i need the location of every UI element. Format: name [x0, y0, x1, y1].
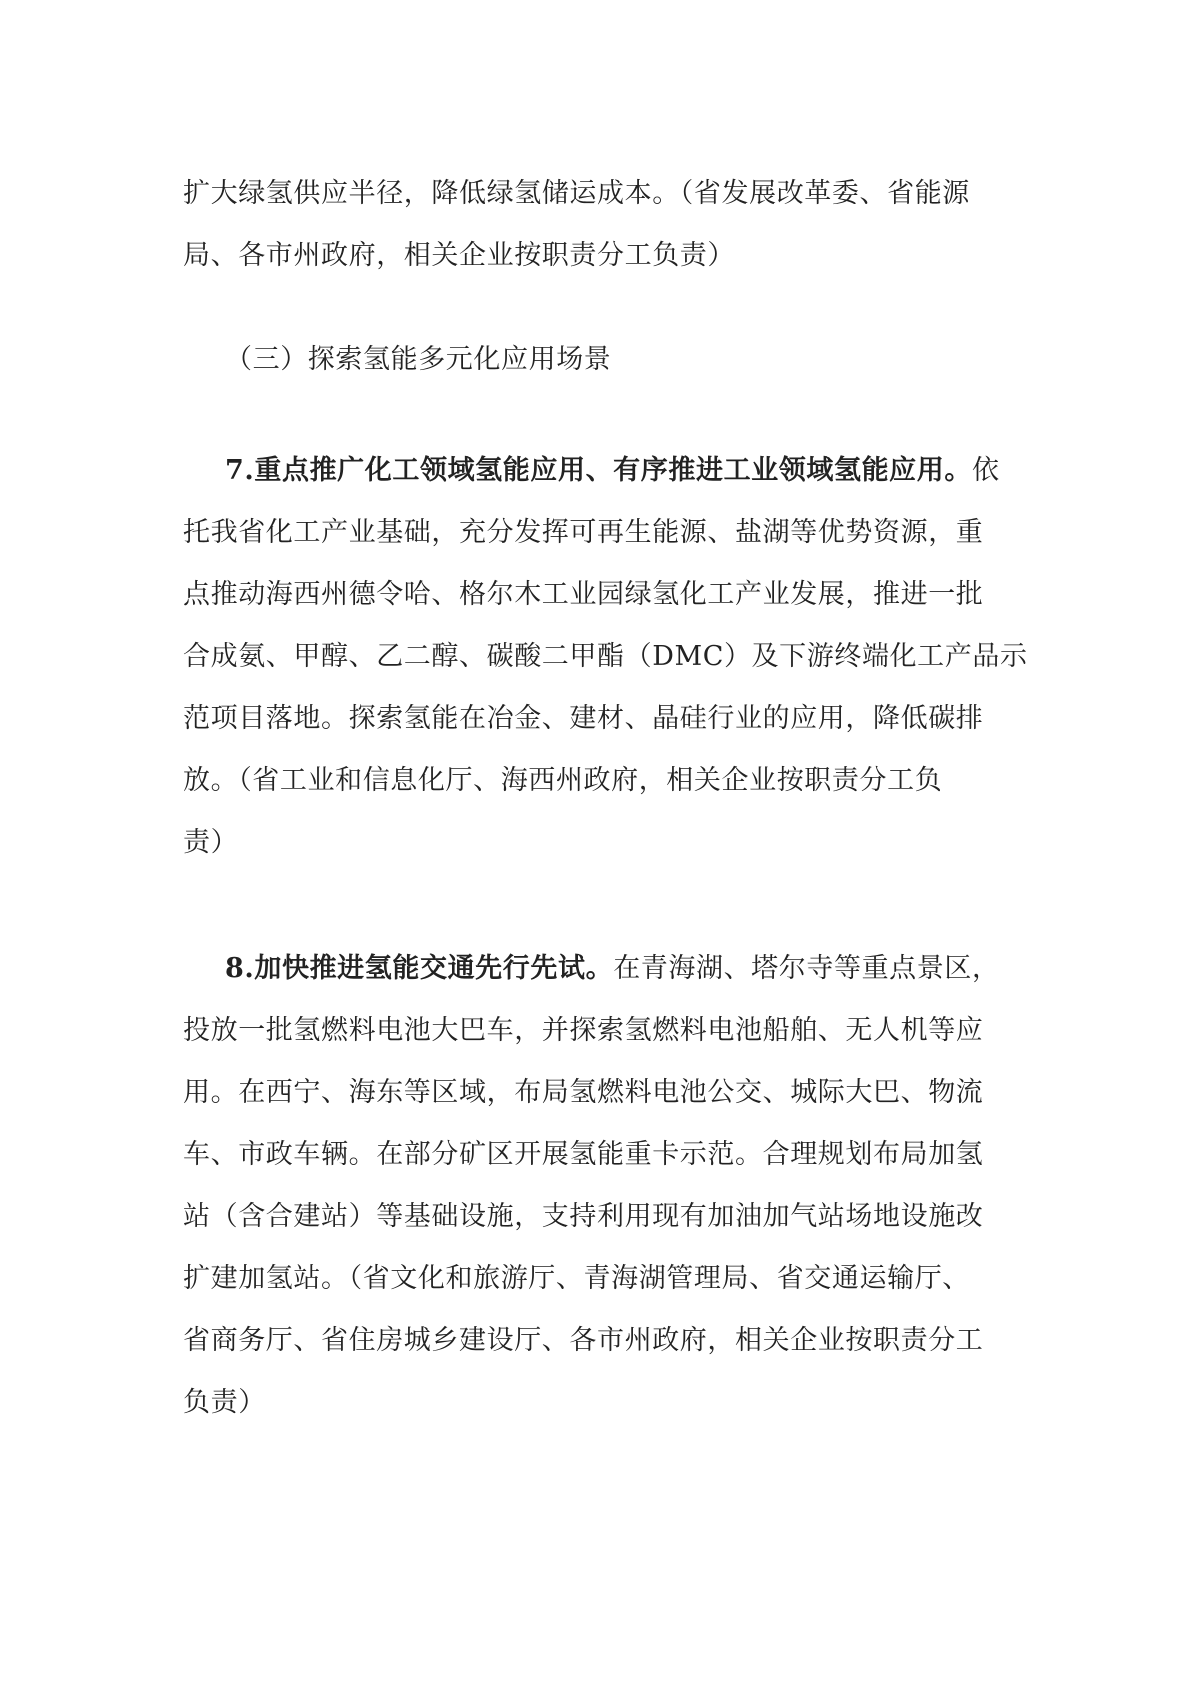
item8-line: 用。在西宁、海东等区域，布局氢燃料电池公交、城际大巴、物流 [183, 1077, 984, 1108]
item7-line: 范项目落地。探索氢能在冶金、建材、晶硅行业的应用，降低碳排 [183, 703, 984, 734]
item8-line: 省商务厅、省住房城乡建设厅、各市州政府，相关企业按职责分工 [183, 1325, 984, 1356]
item7-title: 7.重点推广化工领域氢能应用、有序推进工业领域氢能应用。 [225, 455, 972, 486]
item8-line: 车、市政车辆。在部分矿区开展氢能重卡示范。合理规划布局加氢 [183, 1139, 984, 1170]
item7-first-line [225, 453, 1000, 489]
paragraph-continuation-line-1: 扩大绿氢供应半径，降低绿氢储运成本。（省发展改革委、省能源 [183, 178, 970, 209]
item7-line: 托我省化工产业基础，充分发挥可再生能源、盐湖等优势资源，重 [183, 517, 984, 548]
item8-title: 8.加快推进氢能交通先行先试。 [225, 953, 614, 984]
item7-line: 点推动海西州德令哈、格尔木工业园绿氢化工产业发展，推进一批 [183, 579, 984, 610]
item7-line: 合成氨、甲醇、乙二醇、碳酸二甲酯（DMC）及下游终端化工产品示 [183, 641, 1028, 672]
item8-first-line-rest: 在青海湖、塔尔寺等重点景区， [613, 953, 1000, 984]
item7-line: 放。（省工业和信息化厅、海西州政府，相关企业按职责分工负 [183, 765, 943, 796]
item7-line: 责） [183, 827, 239, 858]
section-heading: （三）探索氢能多元化应用场景 [225, 344, 612, 375]
paragraph-continuation-line-2: 局、各市州政府，相关企业按职责分工负责） [183, 240, 735, 271]
item8-first-line [225, 951, 1000, 987]
item8-line: 负责） [183, 1387, 266, 1418]
item8-line: 站（含合建站）等基础设施，支持利用现有加油加气站场地设施改 [183, 1201, 984, 1232]
item8-line: 扩建加氢站。（省文化和旅游厅、青海湖管理局、省交通运输厅、 [183, 1263, 970, 1294]
item7-first-line-rest: 依 [972, 455, 1000, 486]
item8-line: 投放一批氢燃料电池大巴车，并探索氢燃料电池船舶、无人机等应 [183, 1015, 984, 1046]
